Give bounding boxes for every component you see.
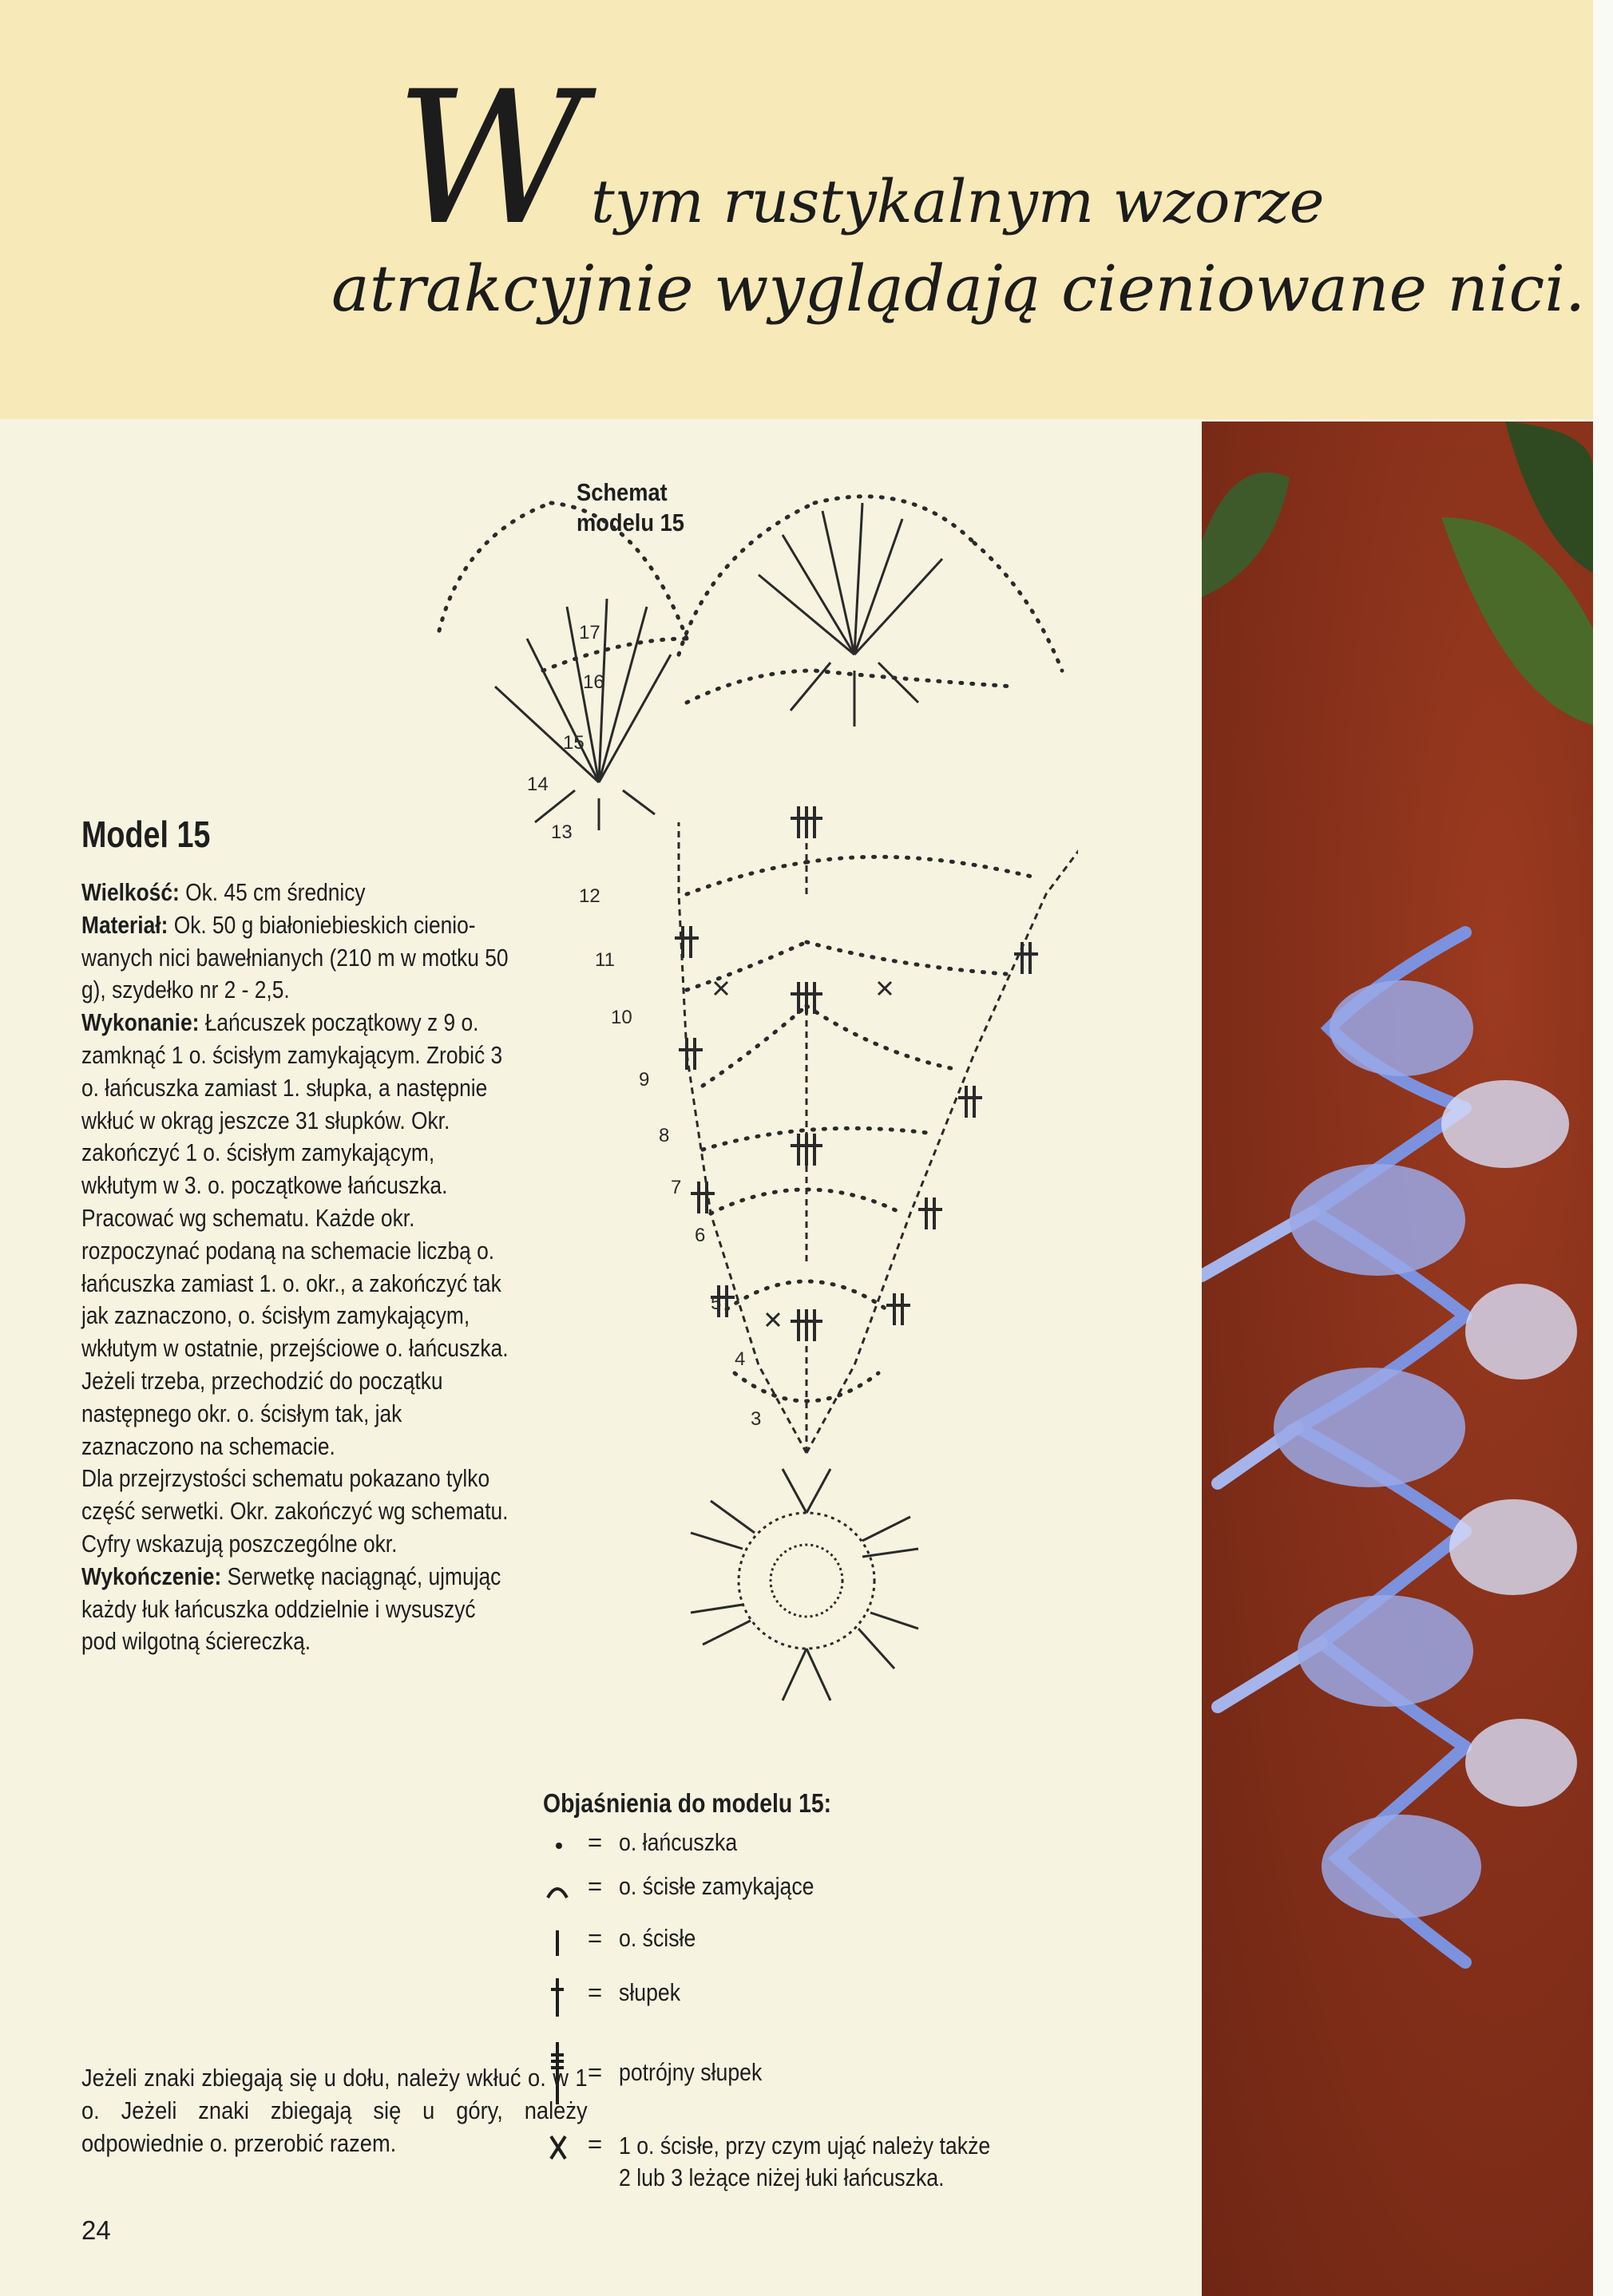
model-title: Model 15 [81,813,211,855]
size-text: Ok. 45 cm średnicy [185,878,366,906]
title-initial: W [395,53,585,266]
legend-text: o. ścisłe zamykające [619,1872,814,1900]
legend-equals: = [588,2130,603,2158]
scan-edge [1593,0,1613,2296]
round-number-9: 9 [639,1069,650,1091]
title-line-1: tym rustykalnym wzorze [591,168,1325,236]
legend-text: 1 o. ścisłe, przy czym ująć należy także 2 lub 3 leżące niżej łuki łańcuszka. [619,2132,991,2191]
leaf-left [1202,473,1290,597]
legend-text: o. łańcuszka [619,1828,738,1856]
finishing-text: Serwetkę naciągnąć, ujmując każdy łuk łańcuszka oddzielnie i wysuszyć pod wilgotną ściereczką. [81,1562,501,1656]
doily-photo [1202,422,1593,2296]
center-ring-inner [771,1545,842,1617]
wedge-right-edge [806,830,1078,1453]
legend-equals: = [588,1924,603,1952]
legend-text: o. ścisłe [619,1924,696,1952]
legend-text: potrójny słupek [619,2058,763,2086]
legend-text: słupek [619,1978,681,2006]
legend-equals: = [588,1978,603,2006]
execution-label: Wykonanie: [81,1008,200,1037]
round-number-11: 11 [595,949,615,971]
stitch-bundles [675,806,1038,1341]
legend-equals: = [588,1828,603,1856]
top-fan [759,503,942,726]
note: Jeżeli znaki zbiegają się u dołu, należy wkłuć o. w 1 o. Jeżeli znaki zbiegają się u góry, należy odpowiednie o. przerobić razem. [81,2064,588,2157]
round-number-16: 16 [583,671,604,693]
legend-equals: = [588,1872,603,1900]
clarity-text: Dla przejrzystości schematu pokazano tylko część serwetki. Okr. zakończyć wg schematu. Cyfry wskazują poszczególne okr. [81,1464,509,1558]
instructions [81,877,516,1658]
material-text: Ok. 50 g białoniebieskich cienio-wanych nici bawełnianych (210 m w motku 50 g), szydełko nr 2 - 2,5. [81,910,509,1004]
center-star-spokes [691,1469,918,1700]
round-number-17: 17 [579,622,600,643]
round-number-10: 10 [611,1007,632,1028]
round-number-3: 3 [751,1408,762,1430]
schema-label-line-1: Schemat [577,478,668,506]
round-number-7: 7 [671,1177,682,1198]
title-line-2: atrakcyjnie wyglądają cieniowane nici. [331,251,1586,326]
execution-text: Łańcuszek początkowy z 9 o. zamknąć 1 o. ścisłym zamykającym. Zrobić 3 o. łańcuszka zamiast 1. słupka, a następnie wkłuć w okrąg jeszcze 31 słupków. Okr. zakończyć 1 o. ścisłym zamykającym, wkłutym w 3. o. początkowe łańcuszka. Pracować wg schematu. Każde okr. rozpoczynać podaną na schemacie liczbą o. łańcuszka zamiast 1. o. okr., a zakończyć tak jak zaznaczono, o. ścisłym zamykającym, wkłutym w ostatnie, przejściowe o. łańcuszka. Jeżeli trzeba, przechodzić do początku następnego okr. o. ścisłym tak, jak zaznaczono na schemacie. [81,1008,509,1460]
chain-dot-icon [543,1828,575,1876]
finishing-label: Wykończenie: [81,1562,222,1590]
round-number-4: 4 [735,1348,746,1370]
round-number-5: 5 [711,1292,722,1314]
material-label: Materiał: [81,910,168,939]
single-crochet-bar-icon [543,1924,575,1972]
double-crochet-icon [543,1978,575,2026]
round-number-13: 13 [551,821,573,843]
center-ring [739,1513,874,1649]
legend-title: Objaśnienia do modelu 15: [543,1788,832,1818]
chain-arcs [439,497,1062,1401]
round-number-12: 12 [579,885,600,907]
page-number: 24 [81,2215,111,2245]
size-label: Wielkość: [81,878,180,906]
round-number-14: 14 [527,774,549,795]
x-stitches [715,982,891,1326]
round-number-8: 8 [659,1125,670,1146]
round-number-15: 15 [563,732,585,754]
schema-label-line-2: modelu 15 [577,509,684,536]
round-number-6: 6 [695,1225,706,1246]
slip-stitch-arc-icon [543,1872,575,1920]
legend-equals: = [588,2058,603,2086]
